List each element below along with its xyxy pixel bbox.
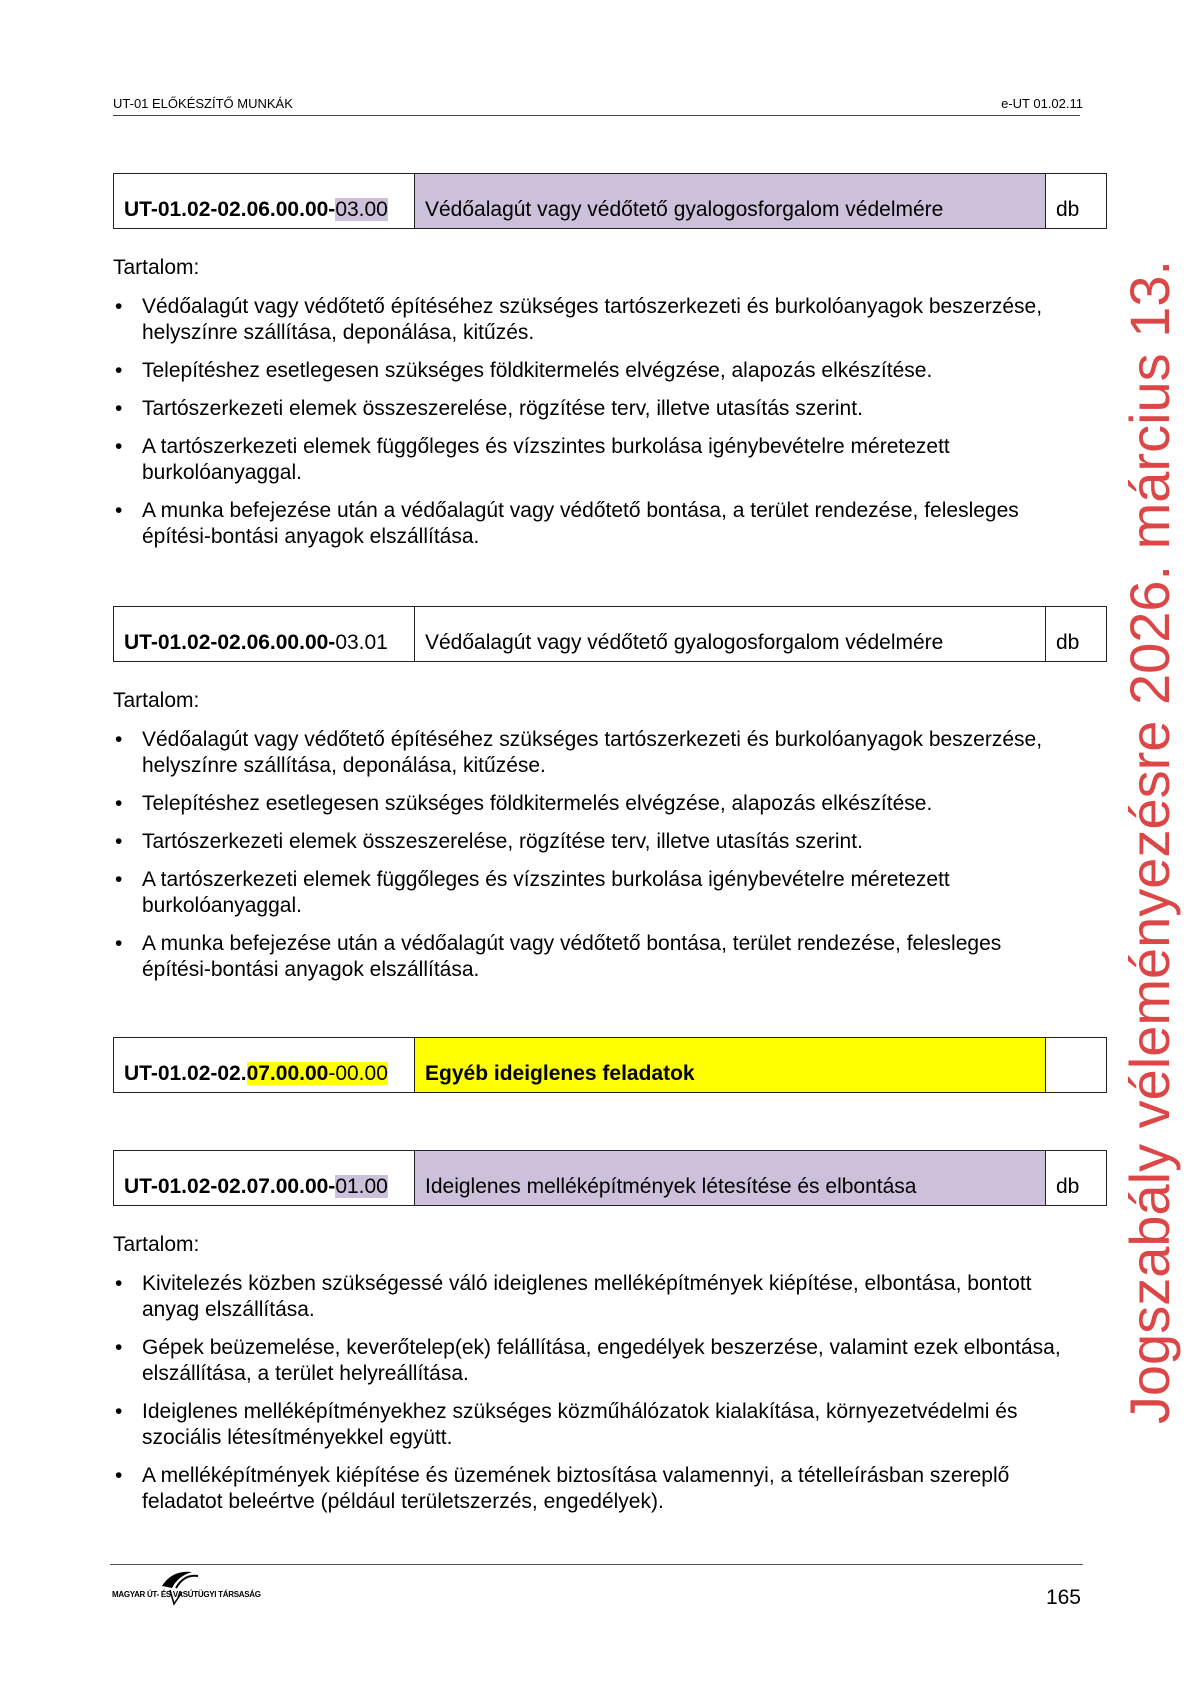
item-unit bbox=[1046, 1038, 1107, 1093]
item-header-table bbox=[113, 1150, 1107, 1206]
list-item: • Ideiglenes melléképítményekhez szükséges közműhálózatok kialakítása, környezetvédelmi és szociális létesítményekkel együtt. bbox=[113, 1399, 1073, 1451]
list-item: • Kivitelezés közben szükségessé váló ideiglenes melléképítmények kiépítése, elbontása, bontott anyag elszállítása. bbox=[113, 1271, 1073, 1323]
list-item: • Gépek beüzemelése, keverőtelep(ek) felállítása, engedélyek beszerzése, valamint ezek elbontása, elszállítása, a terület helyreállítása. bbox=[113, 1335, 1073, 1387]
item-unit: db bbox=[1046, 607, 1107, 662]
item-code: UT-01.02-02.07.00.00-00.00 bbox=[114, 1038, 415, 1093]
list-item: • Védőalagút vagy védőtető építéséhez szükséges tartószerkezeti és burkolóanyagok beszerzése, helyszínre szállítása, deponálása, kitűzés. bbox=[113, 294, 1073, 346]
logo-text: MAGYAR ÚT- ÉS VASÚTÜGYI TÁRSASÁG bbox=[112, 1590, 261, 1599]
page-number: 165 bbox=[1045, 1586, 1081, 1609]
list-item: • A munka befejezése után a védőalagút vagy védőtető bontása, a terület rendezése, felesleges építési-bontási anyagok elszállítása. bbox=[113, 498, 1073, 550]
contents-label: Tartalom: bbox=[113, 689, 200, 712]
list-item: • A tartószerkezeti elemek függőleges és vízszintes burkolása igénybevételre méretezett burkolóanyaggal. bbox=[113, 434, 1073, 486]
footer-divider bbox=[110, 1564, 1083, 1565]
contents-label: Tartalom: bbox=[113, 256, 200, 279]
group-header-table bbox=[113, 1037, 1107, 1093]
item-code: UT-01.02-02.07.00.00-01.00 bbox=[114, 1151, 415, 1206]
item-code: UT-01.02-02.06.00.00-03.00 bbox=[114, 174, 415, 229]
list-item: • Telepítéshez esetlegesen szükséges földkitermelés elvégzése, alapozás elkészítése. bbox=[113, 791, 1073, 817]
list-item: • A munka befejezése után a védőalagút vagy védőtető bontása, terület rendezése, felesleges építési-bontási anyagok elszállítása. bbox=[113, 931, 1073, 983]
list-item: • A melléképítmények kiépítése és üzemének biztosítása valamennyi, a tételleírásban szereplő feladatot beleértve (például területszerzés, engedélyek). bbox=[113, 1463, 1073, 1515]
item-title: Védőalagút vagy védőtető gyalogosforgalom védelmére bbox=[415, 174, 1046, 229]
item-title: Ideiglenes melléképítmények létesítése és elbontása bbox=[415, 1151, 1046, 1206]
contents-list bbox=[113, 1271, 1073, 1527]
logo-swoosh-icon bbox=[132, 1568, 272, 1608]
item-unit: db bbox=[1046, 174, 1107, 229]
contents-list bbox=[113, 727, 1073, 995]
header-chapter: UT-01 ELŐKÉSZÍTŐ MUNKÁK bbox=[113, 96, 293, 111]
list-item: • Védőalagút vagy védőtető építéséhez szükséges tartószerkezeti és burkolóanyagok beszerzése, helyszínre szállítása, deponálása, kitűzése. bbox=[113, 727, 1073, 779]
watermark: Jogszabály véleményezésre 2026. március 13. bbox=[1118, 259, 1181, 1425]
contents-list bbox=[113, 294, 1073, 562]
item-title: Egyéb ideiglenes feladatok bbox=[415, 1038, 1046, 1093]
header-divider bbox=[113, 115, 1080, 116]
item-header-table bbox=[113, 606, 1107, 662]
list-item: • Telepítéshez esetlegesen szükséges földkitermelés elvégzése, alapozás elkészítése. bbox=[113, 358, 1073, 384]
list-item: • A tartószerkezeti elemek függőleges és vízszintes burkolása igénybevételre méretezett burkolóanyaggal. bbox=[113, 867, 1073, 919]
list-item: • Tartószerkezeti elemek összeszerelése, rögzítése terv, illetve utasítás szerint. bbox=[113, 829, 1073, 855]
item-title: Védőalagút vagy védőtető gyalogosforgalom védelmére bbox=[415, 607, 1046, 662]
list-item: • Tartószerkezeti elemek összeszerelése, rögzítése terv, illetve utasítás szerint. bbox=[113, 396, 1073, 422]
item-header-table bbox=[113, 173, 1107, 229]
item-unit: db bbox=[1046, 1151, 1107, 1206]
item-code: UT-01.02-02.06.00.00-03.01 bbox=[114, 607, 415, 662]
contents-label: Tartalom: bbox=[113, 1233, 200, 1256]
header-doc-id: e-UT 01.02.11 bbox=[1001, 96, 1083, 111]
